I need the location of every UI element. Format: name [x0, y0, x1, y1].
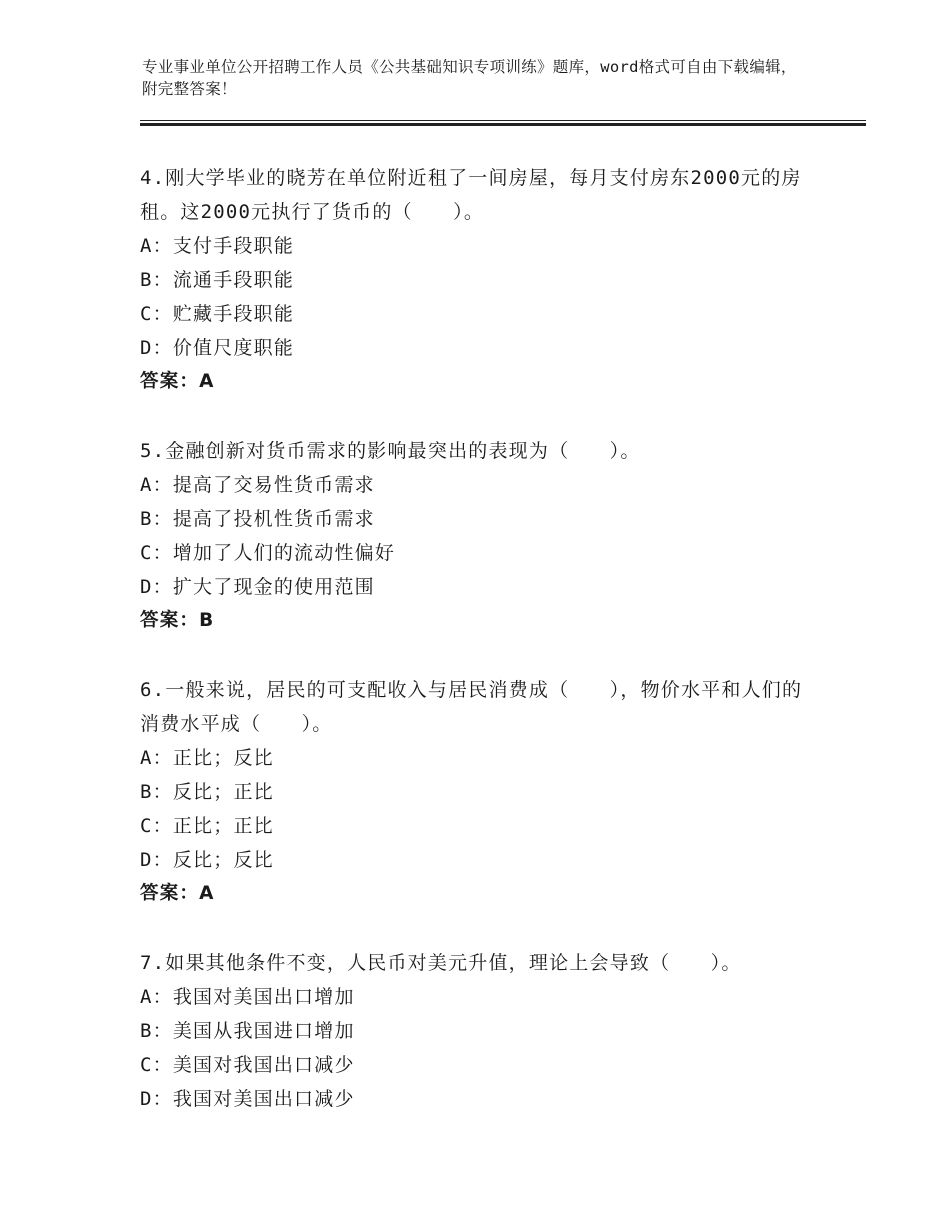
option-c: C：增加了人们的流动性偏好	[140, 542, 396, 564]
header-rule-thick	[140, 123, 866, 126]
answer-line: 答案：B	[140, 610, 215, 631]
question-5	[140, 434, 820, 638]
question-7	[140, 946, 820, 1116]
option-b: B：反比；正比	[140, 781, 274, 803]
option-d: D：扩大了现金的使用范围	[140, 576, 375, 598]
option-d: D：反比；反比	[140, 849, 274, 871]
option-a: A：提高了交易性货币需求	[140, 474, 375, 496]
option-b: B：流通手段职能	[140, 269, 295, 291]
option-a: A：我国对美国出口增加	[140, 986, 355, 1008]
question-stem: 5.金融创新对货币需求的影响最突出的表现为（ ）。	[140, 440, 641, 462]
question-4	[140, 161, 820, 399]
option-d: D：我国对美国出口减少	[140, 1088, 355, 1110]
question-6	[140, 673, 820, 911]
answer-line: 答案：A	[140, 883, 215, 904]
option-a: A：正比；反比	[140, 747, 274, 769]
question-stem: 4.刚大学毕业的晓芳在单位附近租了一间房屋，每月支付房东2000元的房租。这2000元执行了货币的（ ）。	[140, 167, 802, 223]
option-b: B：提高了投机性货币需求	[140, 508, 375, 530]
option-d: D：价值尺度职能	[140, 337, 295, 359]
option-c: C：贮藏手段职能	[140, 303, 295, 325]
option-b: B：美国从我国进口增加	[140, 1020, 355, 1042]
document-header: 专业事业单位公开招聘工作人员《公共基础知识专项训练》题库，word格式可自由下载编辑，附完整答案！	[142, 58, 797, 98]
header-rule-thin	[140, 120, 866, 121]
option-c: C：正比；正比	[140, 815, 274, 837]
answer-line: 答案：A	[140, 371, 215, 392]
option-a: A：支付手段职能	[140, 235, 295, 257]
option-c: C：美国对我国出口减少	[140, 1054, 355, 1076]
question-stem: 6.一般来说，居民的可支配收入与居民消费成（ ），物价水平和人们的消费水平成（ ）。	[140, 679, 803, 735]
question-stem: 7.如果其他条件不变，人民币对美元升值，理论上会导致（ ）。	[140, 952, 742, 974]
